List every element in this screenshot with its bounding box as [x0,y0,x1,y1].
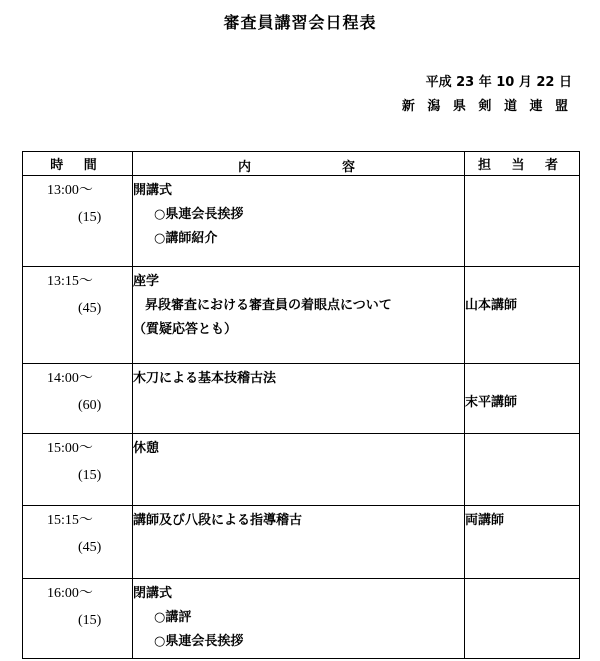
header-content [133,152,465,176]
start-time: 14:00～ [47,371,93,386]
person-name: 山本講師 [465,298,518,313]
content-line: 木刀による基本技稽古法 [133,371,277,386]
time-cell [23,364,133,434]
duration: (15) [78,210,102,225]
person-cell [465,579,580,659]
person-cell [465,506,580,579]
content-line: ○講師紹介 [154,231,218,246]
content-line: ○講評 [154,610,192,625]
duration: (45) [78,301,102,316]
start-time: 15:00～ [47,441,93,456]
header-content-left: 内 [238,160,252,175]
duration: (15) [78,613,102,628]
table-row [23,364,580,434]
person-cell [465,267,580,364]
table-row [23,434,580,506]
time-cell [23,506,133,579]
table-row [23,267,580,364]
content-line: 休憩 [133,441,160,456]
start-time: 13:00～ [47,183,93,198]
header-content-right: 容 [342,160,356,175]
table-row [23,579,580,659]
content-cell [133,364,465,434]
start-time: 13:15～ [47,274,93,289]
time-cell [23,579,133,659]
header-time: 時 間 [23,152,133,176]
content-cell [133,176,465,267]
content-line: 座学 [133,274,160,289]
content-line: ○県連会長挨拶 [154,207,244,222]
page-title: 審査員講習会日程表 [223,13,377,32]
content-cell [133,506,465,579]
document-meta [402,71,572,119]
person-name: 両講師 [465,513,505,528]
duration: (15) [78,468,102,483]
person-cell [465,364,580,434]
duration: (60) [78,398,102,413]
document-date: 平成 23 年 10 月 22 日 [425,75,572,90]
content-cell [133,579,465,659]
content-line: 昇段審査における審査員の着眼点について [145,298,392,313]
schedule-table [22,151,580,659]
person-cell [465,176,580,267]
organization-name: 新 潟 県 剣 道 連 盟 [401,99,572,114]
content-line: ○県連会長挨拶 [154,634,244,649]
table-header-row [23,152,580,176]
table-row [23,506,580,579]
header-person: 担 当 者 [465,152,580,176]
content-cell [133,434,465,506]
time-cell [23,434,133,506]
time-cell [23,176,133,267]
start-time: 16:00～ [47,586,93,601]
table-row [23,176,580,267]
person-name: 末平講師 [465,395,518,410]
content-cell [133,267,465,364]
content-line: 開講式 [133,183,173,198]
content-line: 講師及び八段による指導稽古 [133,513,303,528]
time-cell [23,267,133,364]
start-time: 15:15～ [47,513,93,528]
duration: (45) [78,540,102,555]
content-line: 閉講式 [133,586,173,601]
person-cell [465,434,580,506]
content-line: （質疑応答とも） [133,322,238,337]
